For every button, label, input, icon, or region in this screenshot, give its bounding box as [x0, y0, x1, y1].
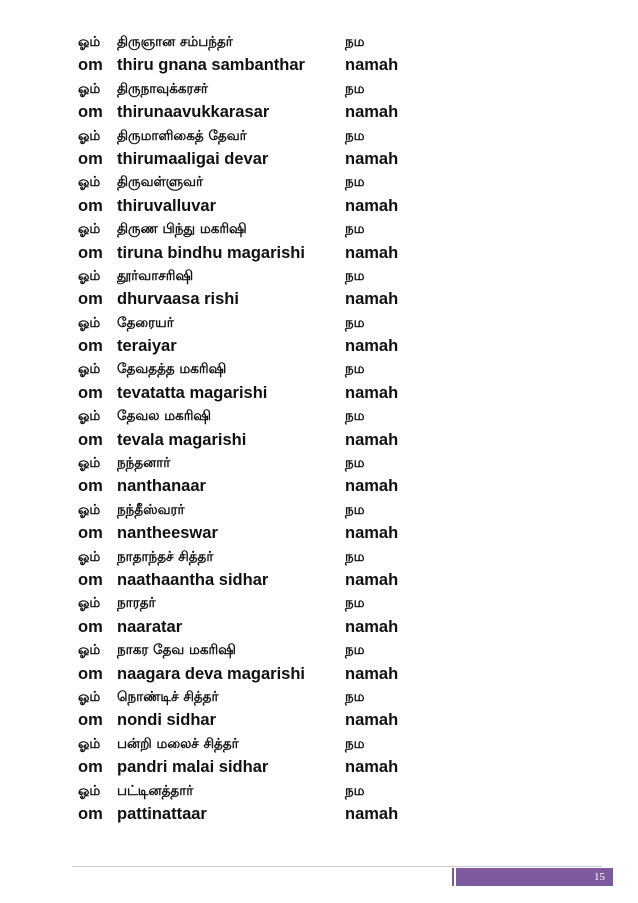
- namah-word: நம: [345, 408, 365, 425]
- om-word: ஓம்: [78, 688, 101, 705]
- namah-word: நம: [345, 80, 365, 97]
- namah-word: namah: [345, 383, 399, 402]
- list-item: [0, 499, 638, 546]
- list-item: [0, 312, 638, 359]
- om-word: ஓம்: [78, 174, 101, 191]
- latin-line: [0, 663, 638, 686]
- namah-word: நம: [345, 548, 365, 565]
- list-item: [0, 265, 638, 312]
- saint-name: நந்தனார்: [117, 455, 171, 472]
- tamil-line: [0, 639, 638, 662]
- om-word: ஓம்: [78, 735, 101, 752]
- namah-word: namah: [345, 149, 399, 168]
- tamil-line: [0, 452, 638, 475]
- namah-word: namah: [345, 337, 399, 356]
- om-word: om: [78, 711, 103, 730]
- tamil-line: [0, 592, 638, 615]
- saint-name: நாதாந்தச் சித்தர்: [117, 548, 214, 565]
- namah-word: namah: [345, 103, 399, 122]
- saint-name: திருநாவுக்கரசர்: [117, 80, 208, 97]
- saint-name: tevatatta magarishi: [117, 383, 268, 402]
- namah-word: namah: [345, 617, 399, 636]
- namah-word: நம: [345, 127, 365, 144]
- om-word: ஓம்: [78, 221, 101, 238]
- saint-name: thiru gnana sambanthar: [117, 56, 305, 75]
- list-item: [0, 78, 638, 125]
- tamil-line: [0, 733, 638, 756]
- list-item: [0, 733, 638, 780]
- list-item: [0, 780, 638, 827]
- om-word: ஓம்: [78, 314, 101, 331]
- saint-name: tiruna bindhu magarishi: [117, 243, 305, 262]
- namah-word: நம: [345, 314, 365, 331]
- namah-word: namah: [345, 570, 399, 589]
- namah-word: நம: [345, 688, 365, 705]
- om-word: ஓம்: [78, 642, 101, 659]
- latin-line: [0, 335, 638, 358]
- latin-line: [0, 709, 638, 732]
- saint-name: திருவள்ளுவர்: [117, 174, 204, 191]
- latin-line: [0, 148, 638, 171]
- tamil-line: [0, 125, 638, 148]
- saint-name: திருஞான சம்பந்தர்: [117, 34, 233, 50]
- namah-word: நம: [345, 735, 365, 752]
- latin-line: [0, 101, 638, 124]
- saint-name: திருண பிந்து மகரிஷி: [117, 221, 247, 238]
- saint-name: naagara deva magarishi: [117, 664, 306, 683]
- saint-name: thiruvalluvar: [117, 196, 217, 215]
- latin-line: [0, 569, 638, 592]
- latin-line: [0, 54, 638, 77]
- om-word: ஓம்: [78, 361, 101, 378]
- saint-name: தேரையர்: [117, 314, 174, 331]
- om-word: ஓம்: [78, 267, 101, 284]
- tamil-line: [0, 265, 638, 288]
- om-word: om: [78, 570, 103, 589]
- om-word: ஓம்: [78, 408, 101, 425]
- namah-word: நம: [345, 221, 365, 238]
- latin-line: [0, 475, 638, 498]
- namah-word: namah: [345, 196, 399, 215]
- tamil-line: [0, 31, 638, 54]
- namah-word: namah: [345, 711, 399, 730]
- tamil-line: [0, 312, 638, 335]
- namah-word: நம: [345, 501, 365, 518]
- tamil-line: [0, 171, 638, 194]
- om-word: ஓம்: [78, 80, 101, 97]
- tamil-line: [0, 499, 638, 522]
- om-word: ஓம்: [78, 34, 101, 50]
- list-item: [0, 546, 638, 593]
- om-word: ஓம்: [78, 501, 101, 518]
- namah-word: namah: [345, 477, 399, 496]
- latin-line: [0, 382, 638, 405]
- list-item: [0, 171, 638, 218]
- saint-name: nanthanaar: [117, 477, 206, 496]
- namah-word: நம: [345, 595, 365, 612]
- footer-divider: [72, 866, 602, 867]
- latin-line: [0, 522, 638, 545]
- om-word: om: [78, 149, 103, 168]
- namah-word: நம: [345, 267, 365, 284]
- om-word: om: [78, 337, 103, 356]
- saint-name: நாகர தேவ மகரிஷி: [117, 642, 236, 659]
- latin-line: [0, 195, 638, 218]
- tamil-line: [0, 686, 638, 709]
- list-item: [0, 125, 638, 172]
- om-word: om: [78, 196, 103, 215]
- tamil-line: [0, 546, 638, 569]
- saint-name: thirumaaligai devar: [117, 149, 269, 168]
- list-item: [0, 639, 638, 686]
- om-word: om: [78, 243, 103, 262]
- tamil-line: [0, 780, 638, 803]
- saint-name: pandri malai sidhar: [117, 758, 269, 777]
- saint-name: தூர்வாசரிஷி: [117, 267, 194, 284]
- saint-name: teraiyar: [117, 337, 177, 356]
- namah-word: namah: [345, 243, 399, 262]
- list-item: [0, 592, 638, 639]
- saint-name: tevala magarishi: [117, 430, 247, 449]
- namah-word: நம: [345, 642, 365, 659]
- namah-word: நம: [345, 455, 365, 472]
- tamil-line: [0, 218, 638, 241]
- latin-line: [0, 756, 638, 779]
- namah-word: namah: [345, 430, 399, 449]
- name-list: [0, 31, 638, 826]
- saint-name: naathaantha sidhar: [117, 570, 269, 589]
- footer-accent-tick: [452, 868, 454, 886]
- namah-word: நம: [345, 174, 365, 191]
- list-item: [0, 218, 638, 265]
- list-item: [0, 452, 638, 499]
- list-item: [0, 358, 638, 405]
- namah-word: நம: [345, 782, 365, 799]
- tamil-line: [0, 78, 638, 101]
- namah-word: நம: [345, 34, 365, 50]
- om-word: om: [78, 804, 103, 823]
- om-word: om: [78, 103, 103, 122]
- om-word: om: [78, 617, 103, 636]
- om-word: om: [78, 758, 103, 777]
- tamil-line: [0, 358, 638, 381]
- latin-line: [0, 242, 638, 265]
- om-word: ஓம்: [78, 595, 101, 612]
- om-word: om: [78, 56, 103, 75]
- page-number: 15: [594, 871, 605, 883]
- saint-name: பட்டினத்தார்: [117, 782, 194, 799]
- om-word: om: [78, 290, 103, 309]
- latin-line: [0, 616, 638, 639]
- namah-word: namah: [345, 290, 399, 309]
- footer-bar: [456, 868, 613, 886]
- latin-line: [0, 288, 638, 311]
- namah-word: namah: [345, 804, 399, 823]
- saint-name: nantheeswar: [117, 524, 218, 543]
- namah-word: namah: [345, 664, 399, 683]
- saint-name: dhurvaasa rishi: [117, 290, 239, 309]
- om-word: ஓம்: [78, 782, 101, 799]
- namah-word: நம: [345, 361, 365, 378]
- latin-line: [0, 429, 638, 452]
- saint-name: nondi sidhar: [117, 711, 216, 730]
- om-word: ஓம்: [78, 455, 101, 472]
- om-word: ஓம்: [78, 548, 101, 565]
- list-item: [0, 405, 638, 452]
- om-word: ஓம்: [78, 127, 101, 144]
- saint-name: நாரதர்: [117, 595, 156, 612]
- saint-name: நொண்டிச் சித்தர்: [117, 688, 219, 705]
- om-word: om: [78, 524, 103, 543]
- list-item: [0, 686, 638, 733]
- tamil-line: [0, 405, 638, 428]
- saint-name: pattinattaar: [117, 804, 207, 823]
- latin-line: [0, 803, 638, 826]
- saint-name: thirunaavukkarasar: [117, 103, 270, 122]
- saint-name: நந்தீஸ்வரர்: [117, 501, 185, 518]
- list-item: [0, 31, 638, 78]
- om-word: om: [78, 430, 103, 449]
- saint-name: தேவல மகரிஷி: [117, 408, 212, 425]
- om-word: om: [78, 477, 103, 496]
- om-word: om: [78, 383, 103, 402]
- namah-word: namah: [345, 524, 399, 543]
- om-word: om: [78, 664, 103, 683]
- namah-word: namah: [345, 56, 399, 75]
- saint-name: naaratar: [117, 617, 183, 636]
- saint-name: பன்றி மலைச் சித்தர்: [117, 735, 239, 752]
- saint-name: திருமாளிகைத் தேவர்: [117, 127, 247, 144]
- namah-word: namah: [345, 758, 399, 777]
- saint-name: தேவதத்த மகரிஷி: [117, 361, 227, 378]
